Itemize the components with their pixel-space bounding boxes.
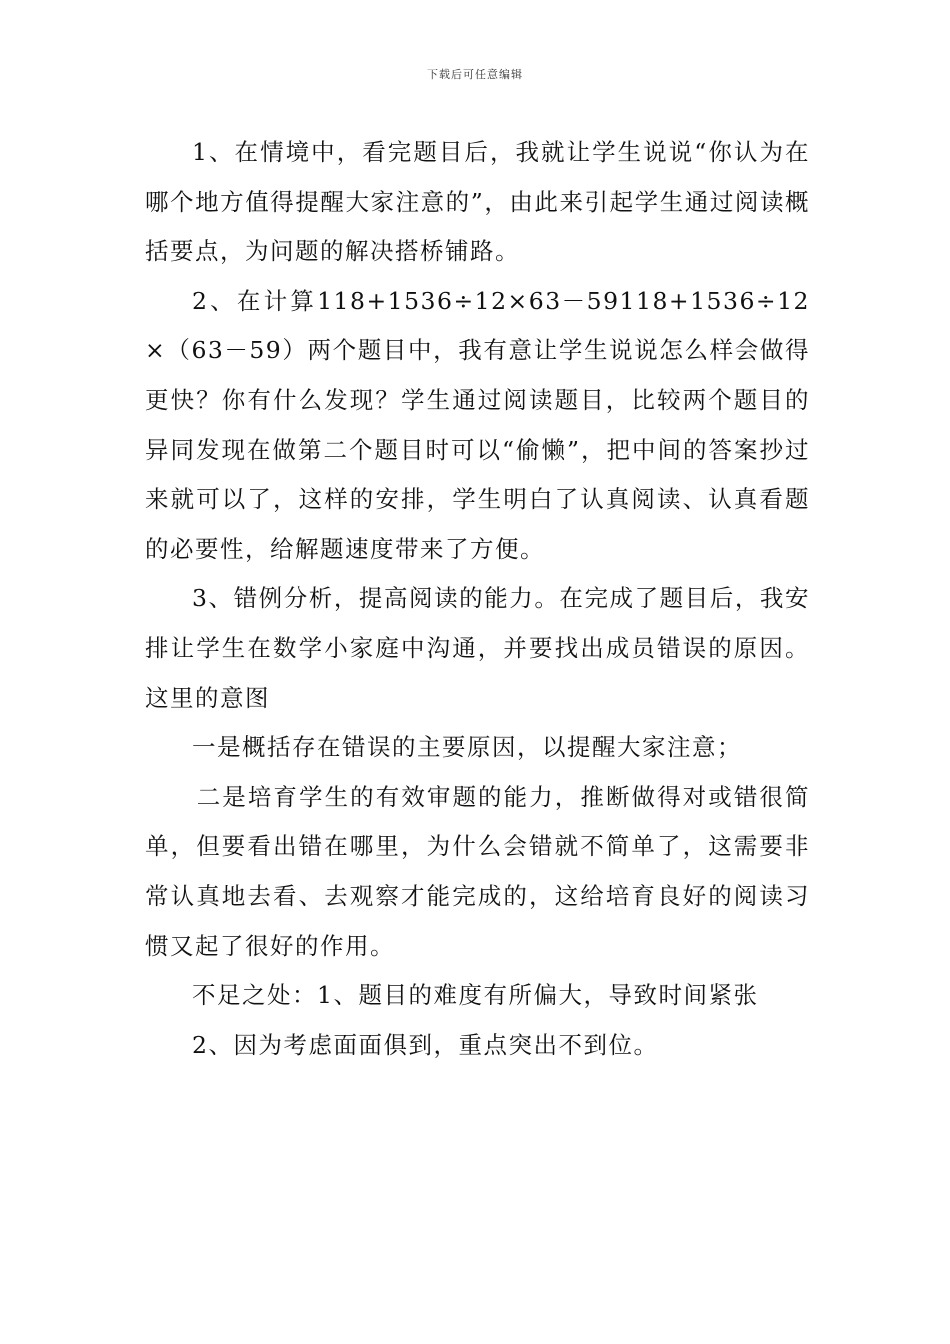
page-header: 下载后可任意编辑 <box>427 68 523 81</box>
paragraph-7: 2、因为考虑面面俱到，重点突出不到位。 <box>192 1030 659 1059</box>
paragraph-1: 1、在情境中，看完题目后，我就让学生说说“你认为在哪个地方值得提醒大家注意的”，由此来引起学生通过阅读概括要点，为问题的解决搭桥铺路。 <box>145 138 810 266</box>
paragraph-4: 一是概括存在错误的主要原因，以提醒大家注意； <box>192 733 742 762</box>
paragraph-2: 2、在计算118+1536÷12×63－59118+1536÷12×（63－59）两个题目中，我有意让学生说说怎么样会做得更快？你有什么发现？学生通过阅读题目，比较两个题目的异同发现在做第二个题目时可以“偷懒”，把中间的答案抄过来就可以了，这样的安排，学生明白了认真阅读、认真看题的必要性，给解题速度带来了方便。 <box>145 286 810 563</box>
paragraph-3: 3、错例分析，提高阅读的能力。在完成了题目后，我安排让学生在数学小家庭中沟通，并要找出成员错误的原因。这里的意图 <box>145 584 810 712</box>
document-body <box>145 128 810 1070</box>
paragraph-6: 不足之处：1、题目的难度有所偏大，导致时间紧张 <box>192 981 759 1010</box>
paragraph-5: 二是培育学生的有效审题的能力，推断做得对或错很简单，但要看出错在哪里，为什么会错就不简单了，这需要非常认真地去看、去观察才能完成的，这给培育良好的阅读习惯又起了很好的作用。 <box>145 782 810 960</box>
